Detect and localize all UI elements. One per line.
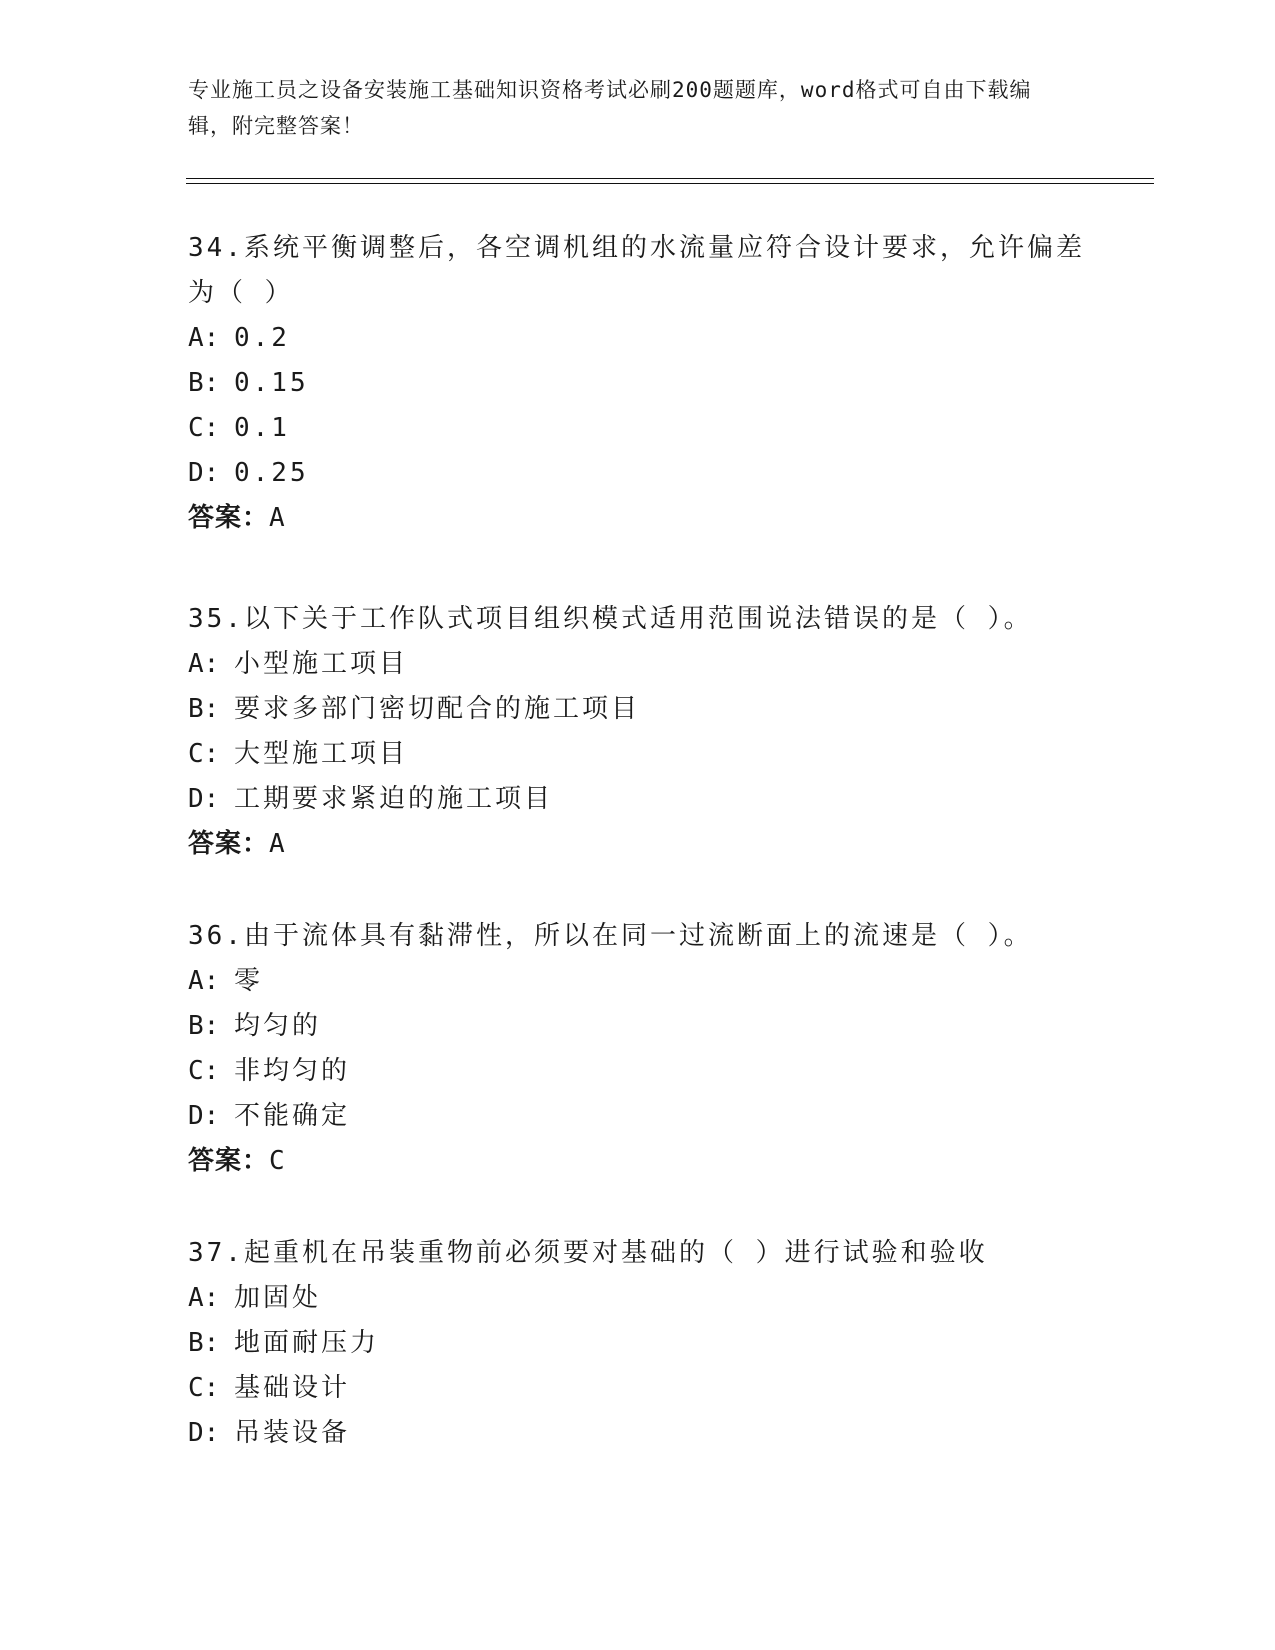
option-b bbox=[188, 1321, 1088, 1366]
option-b bbox=[188, 687, 1088, 732]
question-37 bbox=[188, 1231, 1088, 1456]
option-a bbox=[188, 642, 1088, 687]
option-text: 基础设计 bbox=[234, 1373, 351, 1403]
option-b bbox=[188, 1004, 1088, 1049]
option-d bbox=[188, 1411, 1088, 1456]
option-letter: D: bbox=[188, 1418, 220, 1448]
question-stem: 34.系统平衡调整后，各空调机组的水流量应符合设计要求，允许偏差为（ ） bbox=[188, 233, 1085, 308]
option-letter: A: bbox=[188, 966, 220, 996]
option-text: 小型施工项目 bbox=[234, 649, 409, 679]
question-stem: 35.以下关于工作队式项目组织模式适用范围说法错误的是（ ）。 bbox=[188, 604, 1033, 634]
option-text: 0.15 bbox=[234, 368, 309, 398]
option-letter: B: bbox=[188, 694, 220, 724]
option-text: 均匀的 bbox=[234, 1011, 322, 1041]
option-c bbox=[188, 406, 1088, 451]
option-a bbox=[188, 316, 1088, 361]
question-stem: 37.起重机在吊装重物前必须要对基础的（ ）进行试验和验收 bbox=[188, 1238, 988, 1268]
option-text: 非均匀的 bbox=[234, 1056, 351, 1086]
option-letter: A: bbox=[188, 649, 220, 679]
answer-value: A bbox=[269, 503, 286, 533]
option-text: 吊装设备 bbox=[234, 1418, 351, 1448]
option-text: 地面耐压力 bbox=[234, 1328, 380, 1358]
option-d bbox=[188, 451, 1088, 496]
answer-label: 答案： bbox=[188, 503, 270, 533]
option-letter: B: bbox=[188, 1011, 220, 1041]
option-text: 0.25 bbox=[234, 458, 309, 488]
answer-line bbox=[188, 1139, 1088, 1184]
option-text: 工期要求紧迫的施工项目 bbox=[234, 784, 554, 814]
option-text: 零 bbox=[234, 966, 264, 996]
answer-line bbox=[188, 496, 1088, 541]
answer-value: C bbox=[269, 1146, 286, 1176]
option-letter: D: bbox=[188, 784, 220, 814]
header-text: 专业施工员之设备安装施工基础知识资格考试必刷200题题库，word格式可自由下载编辑，附完整答案！ bbox=[188, 78, 1032, 138]
question-35 bbox=[188, 597, 1088, 867]
question-34 bbox=[188, 226, 1088, 541]
option-text: 大型施工项目 bbox=[234, 739, 409, 769]
option-c bbox=[188, 1366, 1088, 1411]
option-c bbox=[188, 732, 1088, 777]
option-letter: C: bbox=[188, 1373, 220, 1403]
option-letter: B: bbox=[188, 1328, 220, 1358]
option-text: 0.1 bbox=[234, 413, 290, 443]
question-stem: 36.由于流体具有黏滞性，所以在同一过流断面上的流速是（ ）。 bbox=[188, 921, 1033, 951]
option-letter: C: bbox=[188, 413, 220, 443]
option-letter: D: bbox=[188, 458, 220, 488]
option-letter: C: bbox=[188, 739, 220, 769]
option-a bbox=[188, 959, 1088, 1004]
option-d bbox=[188, 777, 1088, 822]
option-letter: B: bbox=[188, 368, 220, 398]
answer-label: 答案： bbox=[188, 1146, 270, 1176]
header-divider-top bbox=[186, 178, 1154, 179]
question-36 bbox=[188, 914, 1088, 1184]
option-d bbox=[188, 1094, 1088, 1139]
answer-line bbox=[188, 822, 1088, 867]
option-text: 加固处 bbox=[234, 1283, 322, 1313]
header-divider-bottom bbox=[186, 183, 1154, 184]
option-a bbox=[188, 1276, 1088, 1321]
option-letter: A: bbox=[188, 1283, 220, 1313]
option-text: 不能确定 bbox=[234, 1101, 351, 1131]
answer-value: A bbox=[269, 829, 286, 859]
option-letter: A: bbox=[188, 323, 220, 353]
option-letter: C: bbox=[188, 1056, 220, 1086]
option-c bbox=[188, 1049, 1088, 1094]
document-header bbox=[188, 72, 1068, 144]
option-b bbox=[188, 361, 1088, 406]
answer-label: 答案： bbox=[188, 829, 270, 859]
option-text: 要求多部门密切配合的施工项目 bbox=[234, 694, 641, 724]
option-text: 0.2 bbox=[234, 323, 290, 353]
option-letter: D: bbox=[188, 1101, 220, 1131]
